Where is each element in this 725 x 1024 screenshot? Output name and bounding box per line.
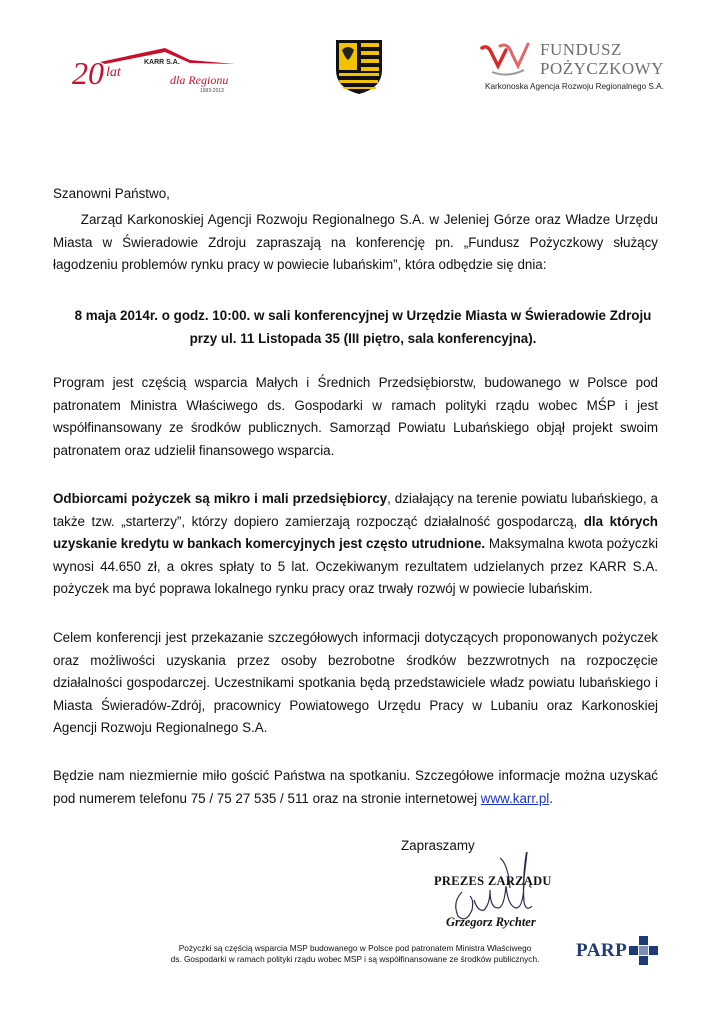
intro-line: Miasta w Świeradowie Zdroju zapraszają na konferencję pn. „Fundusz Pożyczkowy służący: [53, 234, 658, 250]
handwritten-signature-icon: [440, 852, 560, 937]
event-line: przy ul. 11 Listopada 35 (III piętro, sala konferencyjna).: [189, 331, 537, 346]
karr-logo-years: 1993-2013: [200, 88, 224, 94]
goal-paragraph: [53, 627, 658, 740]
intro-line: łagodzeniu problemów rynku pracy w powiecie lubańskim”, która odbędzie się dnia:: [53, 257, 547, 272]
recipients-line: wynosi 44.650 zł, a okres spłaty to 5 lat. Oczekiwanym rezultatem udzielanych przez KARR S.A.: [53, 558, 658, 574]
parp-emblem-icon: [628, 935, 660, 967]
event-details: [53, 304, 673, 350]
footer-line: Pożyczki są częścią wsparcia MSP budowanego w Polsce pod patronatem Ministra Właściwego: [178, 943, 532, 953]
program-line: Program jest częścią wsparcia Małych i Średnich Przedsiębiorstw, budowanego w Polsce pod: [53, 375, 658, 390]
program-line: współfinansowany ze środków publicznych. Samorząd Powiatu Lubańskiego objął projekt swoim: [53, 420, 658, 435]
invite-line: pod numerem telefonu 75 / 75 27 535 / 511 oraz na stronie internetowej www.karr.pl.: [53, 790, 553, 806]
goal-line: Agencji Rozwoju Regionalnego S.A.: [53, 720, 268, 735]
fundusz-title-line1: FUNDUSZ: [540, 40, 622, 59]
goal-line: Miasta Świeradów-Zdrój, pracownicy Powiatowego Urzędu Pracy w Lubaniu oraz Karkonoskiej: [53, 697, 658, 713]
recipients-paragraph: [53, 488, 658, 601]
signature-title: PREZES ZARZĄDU: [434, 874, 552, 888]
fundusz-title-line2: POŻYCZKOWY: [540, 59, 664, 78]
parp-logo-text: PARP: [576, 940, 628, 961]
coat-of-arms-icon: [334, 38, 384, 96]
signer-name: Grzegorz Rychter: [446, 915, 536, 929]
fundusz-pozyczkowy-logo: [476, 40, 664, 96]
karr-logo-slogan: dla Regionu: [170, 73, 229, 87]
invite-line: Będzie nam niezmiernie miło gościć Państwa na spotkaniu. Szczegółowe informacje można uzyskać: [53, 768, 658, 783]
program-paragraph: [53, 372, 658, 462]
karr-logo-lat: lat: [106, 65, 121, 80]
karr-20-years-logo: [70, 40, 235, 96]
event-line: 8 maja 2014r. o godz. 10:00. w sali konferencyjnej w Urzędzie Miasta w Świeradowie Zdroju: [74, 308, 652, 323]
karr-logo-company: KARR S.A.: [144, 59, 180, 66]
invite-paragraph: [53, 765, 658, 810]
recipients-line: Odbiorcami pożyczek są mikro i mali przedsiębiorcy, działający na terenie powiatu lubańskiego, a: [53, 491, 658, 506]
fundusz-subtitle: Karkonoska Agencja Rozwoju Regionalnego S.A.: [485, 82, 664, 91]
fundusz-emblem-icon: [478, 40, 538, 80]
program-line: patronatem oraz udzielił finansowego wsparcia.: [53, 442, 335, 458]
program-line: patronatem Ministra Właściwego ds. Gospodarki w ramach polityki rządu wobec MŚP i jest: [53, 397, 658, 413]
closing-text: Zapraszamy: [401, 838, 475, 853]
letter-greeting: Szanowni Państwo,: [53, 186, 170, 201]
goal-line: oraz możliwości uzyskania przez osoby bezrobotne środków bezzwrotnych na rozpoczęcie: [53, 652, 658, 668]
website-link[interactable]: www.karr.pl: [480, 790, 550, 806]
intro-line: Zarząd Karkonoskiej Agencji Rozwoju Regionalnego S.A. w Jeleniej Górze oraz Władze Urzędu: [53, 212, 658, 227]
goal-line: Celem konferencji jest przekazanie szczegółowych informacji dotyczących proponowanych pożyczek: [53, 630, 658, 645]
parp-logo: [576, 935, 666, 967]
recipients-line: także tzw. „starterzy”, którzy dopiero zamierzają rozpocząć działalność gospodarczą, dla których: [53, 513, 658, 529]
goal-line: działalności gospodarczej. Uczestnikami spotkania będą przedstawiciele władz powiatu lubańskiego i: [53, 675, 658, 690]
recipients-line: uzyskanie kredytu w bankach komercyjnych jest często utrudnione. Maksymalna kwota pożyczki: [53, 536, 658, 551]
karr-logo-number: 20: [72, 55, 104, 91]
recipients-line: pożyczek ma być poprawa lokalnego rynku pracy oraz trwały rozwój w powiecie lubańskim.: [53, 581, 593, 596]
intro-paragraph: [53, 209, 658, 277]
footer-note: [165, 943, 545, 965]
footer-line: ds. Gospodarki w ramach polityki rządu wobec MSP i są współfinansowane ze środków publicznych.: [170, 954, 540, 964]
